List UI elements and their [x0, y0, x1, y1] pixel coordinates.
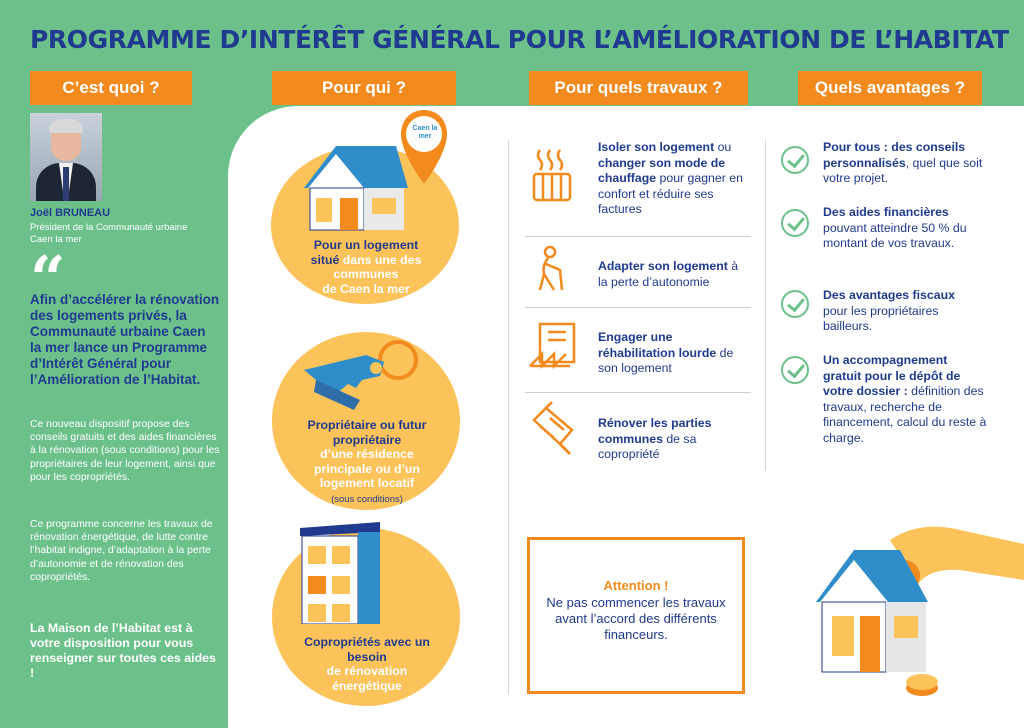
travaux-divider-2 [525, 307, 751, 308]
attention-message: Ne pas commencer les travaux avant l’accord des différents financeurs. [546, 595, 726, 642]
target-text-2: Propriétaire ou futur propriétaire d’une résidence principale ou d’un logement locatif (sous conditions) [307, 418, 427, 505]
header-pour-qui: Pour qui ? [272, 71, 456, 105]
savings-house-illustration [810, 520, 1024, 710]
avantage-item-2: Des aides financières pouvant atteindre 50 % du montant de vos travaux. [823, 205, 967, 250]
attention-title: Attention ! [603, 578, 669, 593]
travaux-item-2: Adapter son logement à la perte d’autonomie [598, 259, 739, 289]
header-c-est-quoi: C’est quoi ? [30, 71, 192, 105]
travaux-item-1: Isoler son logement ou changer son mode de chauffage pour gagner en confort et réduire ses factures [598, 140, 743, 216]
avantage-item-4: Un accompagnement gratuit pour le dépôt de votre dossier : définition des travaux, recherche de financement, calcul du reste à charge. [823, 353, 987, 445]
common-areas-icon [526, 400, 580, 456]
target-text-3: Copropriétés avec un besoin de rénovation énergétique [304, 635, 430, 693]
target-text-1: Pour un logement situé dans une des communes de Caen la mer [310, 238, 422, 296]
intro-closing: La Maison de l’Habitat est à votre disposition pour vous renseigner sur toutes ces aides ! [30, 621, 216, 680]
column-divider-left [508, 140, 509, 695]
intro-paragraph-1: Ce nouveau dispositif propose des conseils gratuits et des aides financières à la rénovation (sous conditions) pour les propriétaires de leur logement, ainsi que pour les copropriétés. [30, 419, 220, 483]
location-pin-icon [399, 108, 449, 188]
check-icon-4 [781, 356, 809, 384]
header-quels-avantages: Quels avantages ? [798, 71, 982, 105]
page-title: PROGRAMME D’INTÉRÊT GÉNÉRAL POUR L’AMÉLIORATION DE L’HABITAT [30, 25, 1009, 54]
check-icon-1 [781, 146, 809, 174]
intro-paragraph-2: Ce programme concerne les travaux de rénovation énergétique, de lutte contre l’habitat indigne, d’adaptation à la perte d’autonomie et de rénovation des copropriétés. [30, 519, 213, 583]
avantage-item-3: Des avantages fiscaux pour les propriétaires bailleurs. [823, 288, 955, 333]
intro-lead: Afin d’accélérer la rénovation des logements privés, la Communauté urbaine Caen la mer lance un Programme d’Intérêt Général pour l’Amélioration de l’Habitat. [30, 292, 220, 387]
avantage-item-1: Pour tous : des conseils personnalisés, quel que soit votre projet. [823, 140, 983, 185]
check-icon-2 [781, 209, 809, 237]
portrait-photo [30, 113, 102, 201]
author-role: Président de la Communauté urbaine Caen la mer [30, 222, 188, 245]
building-icon [296, 518, 388, 624]
keys-icon [296, 330, 426, 420]
radiator-icon [530, 148, 574, 204]
stairs-renovation-icon [526, 320, 580, 372]
travaux-divider-1 [525, 236, 751, 237]
header-pour-quels-travaux: Pour quels travaux ? [529, 71, 748, 105]
author-name: Joël BRUNEAU [30, 207, 111, 219]
quote-icon: “ [30, 242, 66, 315]
house-icon [296, 136, 416, 236]
check-icon-3 [781, 290, 809, 318]
travaux-item-4: Rénover les parties communes de sa copropriété [598, 416, 712, 461]
attention-box [527, 537, 745, 694]
elderly-person-icon [530, 244, 574, 292]
column-divider-right [765, 140, 766, 470]
travaux-item-3: Engager une réhabilitation lourde de son logement [598, 330, 734, 375]
caen-la-mer-logo: Caen la mer [412, 125, 438, 140]
travaux-divider-3 [525, 392, 751, 393]
